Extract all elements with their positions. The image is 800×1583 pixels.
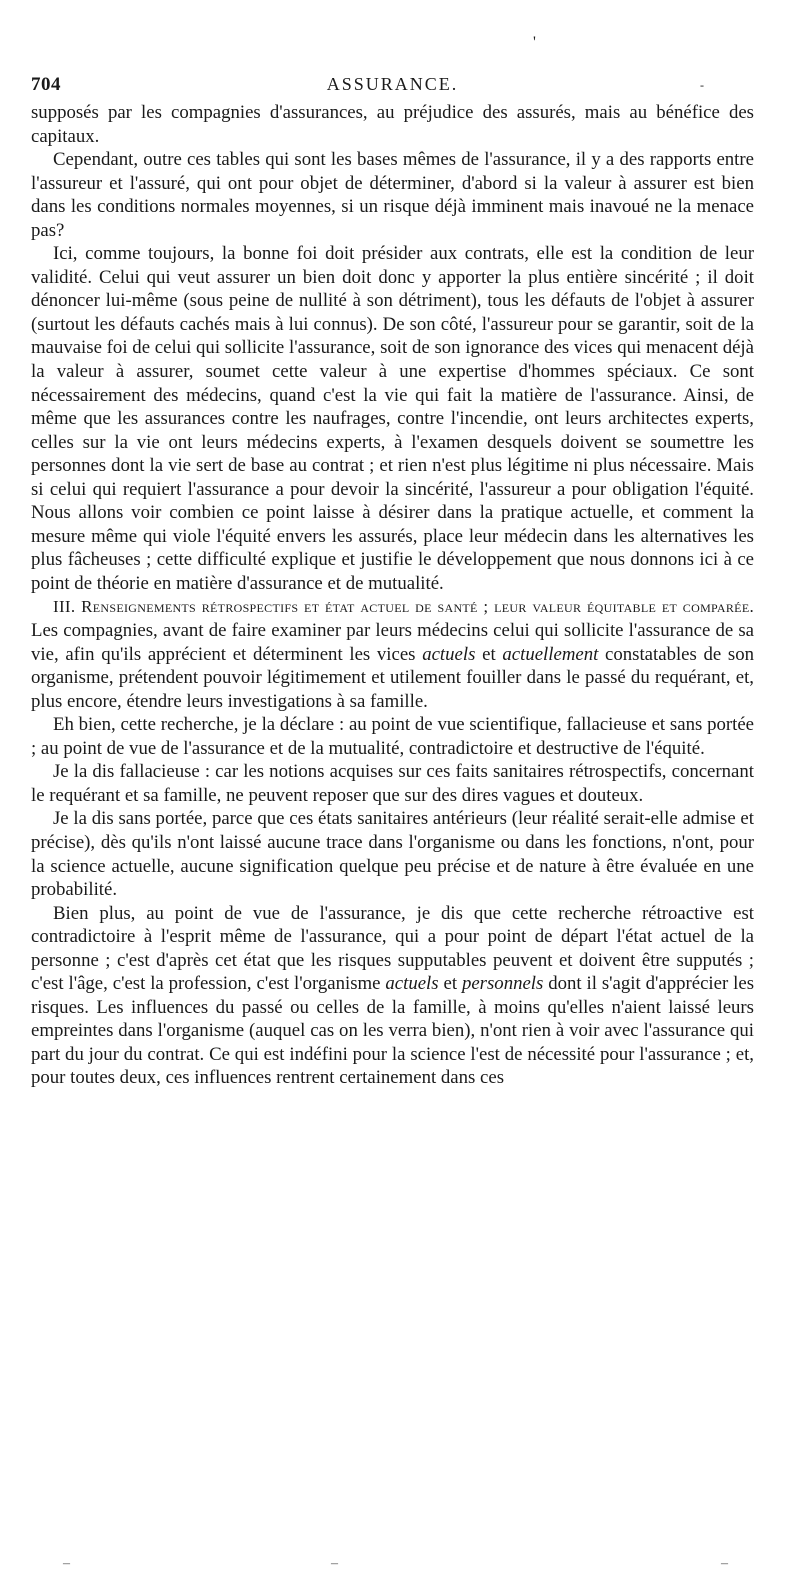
emphasis: actuels xyxy=(422,643,476,665)
paragraph xyxy=(31,902,754,1090)
paragraph-continuation: supposés par les compagnies d'assurances, au préjudice des assurés, mais au bénéfice des capitaux. xyxy=(31,102,754,147)
emphasis: actuellement xyxy=(502,643,599,665)
paragraph: Je la dis sans portée, parce que ces états sanitaires antérieurs (leur réalité serait-elle admise et précise), dès qu'ils n'ont laissé aucune trace dans l'organisme ou dans les fonctions, n'ont, pour la science actuelle, aucune signification quelque peu précise et de nature à être évaluée en une probabilité. xyxy=(31,808,754,901)
header-mark: - xyxy=(700,78,704,92)
footer-mark: – xyxy=(721,1556,728,1571)
footer-mark: – xyxy=(63,1556,70,1571)
section-heading: III. Renseignements rétrospectifs et état actuel de santé ; leur valeur équitable et comparée. xyxy=(53,597,754,617)
body-text xyxy=(31,101,754,1090)
paragraph-text: constatables de son organisme, prétendent pouvoir légitimement et utilement fouiller dans le passé du requérant, et, plus encore, étendre leurs investigations à sa famille. xyxy=(31,643,755,712)
page-header xyxy=(31,74,754,100)
page-number: 704 xyxy=(31,74,61,95)
paragraph: Je la dis fallacieuse : car les notions acquises sur ces faits sanitaires rétrospectifs, concernant le requérant et sa famille, ne peuvent reposer que sur des dires vagues et douteux. xyxy=(31,761,754,806)
paragraph: Cependant, outre ces tables qui sont les bases mêmes de l'assurance, il y a des rapports entre l'assureur et l'assuré, qui ont pour objet de déterminer, d'abord si la valeur à assurer est bien dans les conditions normales moyennes, si un risque déjà imminent mais inavoué ne la menace pas? xyxy=(31,149,754,241)
paragraph-text: dont il s'agit d'apprécier les risques. Les influences du passé ou celles de la famille, à moins qu'elles n'aient laissé leurs empreintes dans l'organisme (auquel cas on les verra bien), n'ont rien à voir avec l'assurance qui part du jour du contrat. Ce qui est indéfini pour la science l'est de nécessité pour l'assurance ; et, pour toutes deux, ces influences rentrent certainement dans ces xyxy=(31,973,755,1089)
footer-mark: – xyxy=(331,1556,338,1571)
emphasis: personnels xyxy=(461,973,544,995)
paragraph: Ici, comme toujours, la bonne foi doit présider aux contrats, elle est la condition de leur validité. Celui qui veut assurer un bien doit donc y apporter la plus entière sincérité ; il doit dénoncer lui-même (sous peine de nullité à son détriment), tous les défauts de l'objet à assurer (surtout les défauts cachés mais à lui connus). De son côté, l'assureur pour se garantir, soit de la mauvaise foi de celui qui sollicite l'assurance, soit de son ignorance des vices qui menacent déjà la valeur à assurer, soumet cette valeur à une expertise d'hommes spéciaux. Ce sont nécessairement des médecins, quand c'est la vie qui fait la matière de l'assurance. Ainsi, de même que les assurances contre les naufrages, contre l'incendie, ont leurs architectes experts, celles sur la vie ont leurs médecins experts, à l'examen desquels doivent se soumettre les personnes dont la vie sert de base au contrat ; et rien n'est plus légitime ni plus nécessaire. Mais si celui qui requiert l'assurance a pour devoir la sincérité, l'assureur a pour obligation l'équité. Nous allons voir combien ce point laisse à désirer dans la pratique actuelle, et comment la mesure même qui viole l'équité envers les assurés, place leur médecin dans les alternatives les plus fâcheuses ; cette difficulté explique et justifie le développement que nous donnons ici à ce point de théorie en matière d'assurance et de mutualité. xyxy=(31,243,754,594)
paragraph-text: Les compagnies, avant de faire examiner par leurs médecins celui qui sollicite l'assurance de sa vie, afin qu'ils apprécient et déterminent les vices xyxy=(31,620,754,665)
paragraph-text: Bien plus, au point de vue de l'assurance, je dis que cette recherche rétroactive est contradictoire à l'esprit même de l'assurance, qui a pour point de départ l'état actuel de la personne ; c'est d'après cet état que les risques supputables peuvent et doivent être supputés ; c'est l'âge, c'est la profession, c'est l'organisme xyxy=(31,902,754,995)
book-page xyxy=(31,0,754,1583)
stray-print-mark: ' xyxy=(533,34,536,51)
paragraph: Eh bien, cette recherche, je la déclare : au point de vue scientifique, fallacieuse et sans portée ; au point de vue de l'assurance et de la mutualité, contradictoire et destructive de l'équité. xyxy=(31,714,754,759)
paragraph-text: et xyxy=(482,643,496,665)
paragraph-text: et xyxy=(443,973,458,995)
paragraph-section-III xyxy=(31,595,754,713)
emphasis: actuels xyxy=(385,973,439,995)
running-head: ASSURANCE. xyxy=(326,74,459,94)
